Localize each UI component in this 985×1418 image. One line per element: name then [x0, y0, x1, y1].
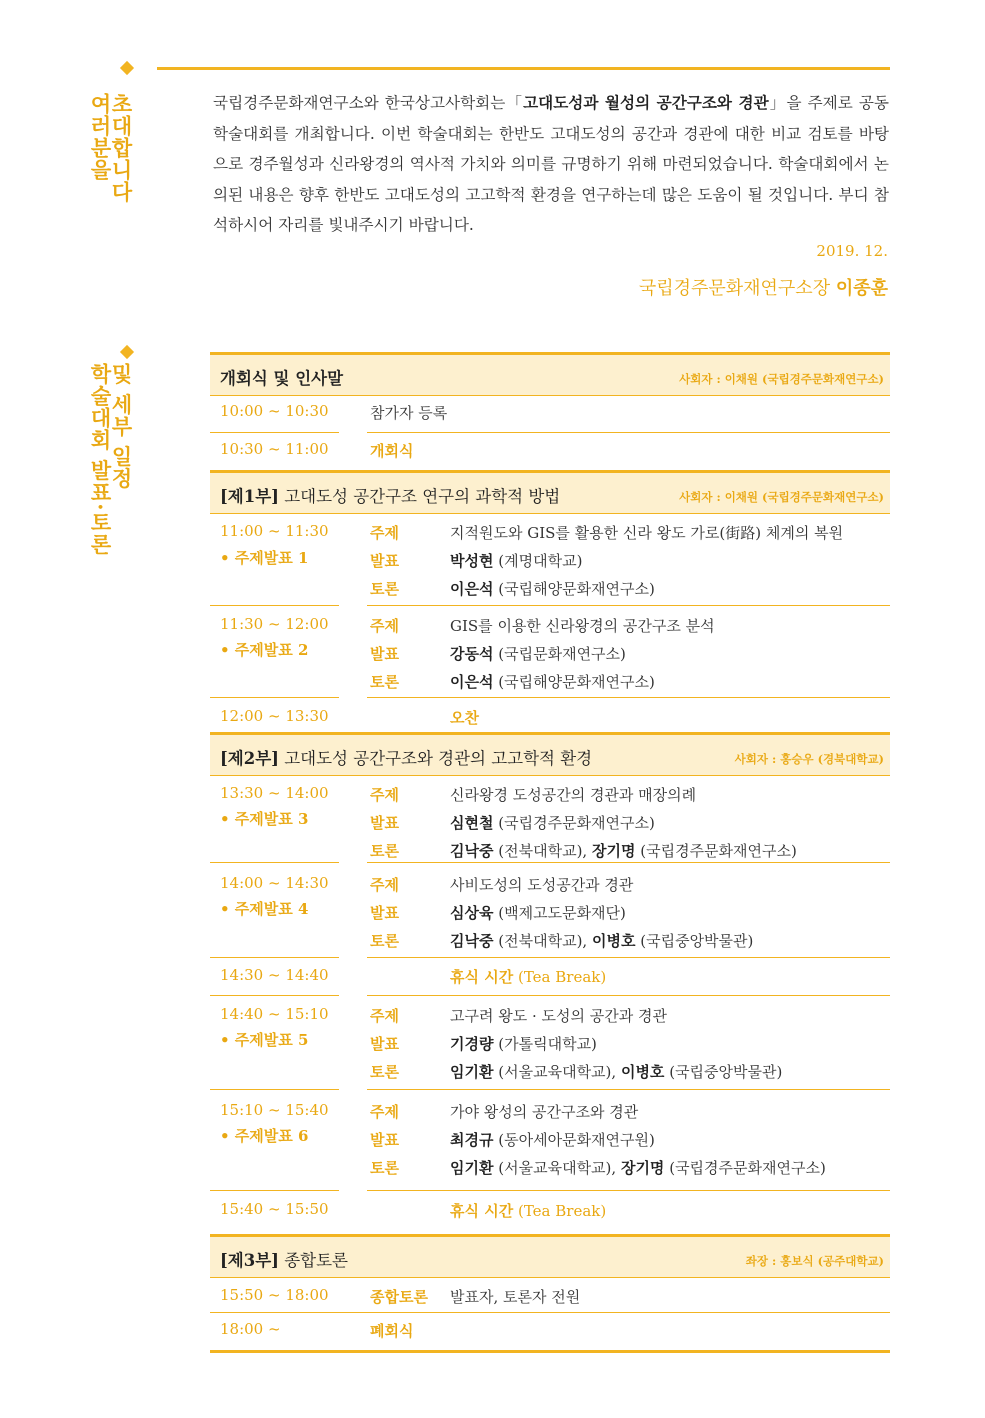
- schedule-title: [84, 363, 132, 556]
- conference-theme: 고대도성과 월성의 공간구조와 경관: [523, 93, 769, 112]
- session-row: [210, 1102, 890, 1214]
- topic-number: • 주제발표 3: [220, 810, 309, 828]
- presenter: [450, 1033, 597, 1054]
- part1-label: [제1부]: [220, 487, 279, 506]
- break: [450, 966, 606, 987]
- presenter-name: 강동석: [450, 645, 494, 663]
- discussant-label: 토론: [370, 1159, 399, 1177]
- subject-label: 주제: [370, 786, 399, 804]
- divider: [210, 1089, 339, 1090]
- subject-label: 주제: [370, 617, 399, 635]
- subject: 사비도성의 도성공간과 경관: [450, 876, 634, 894]
- opening-title-text: 개회식 및 인사말: [220, 369, 344, 388]
- time: 12:00 ~ 13:30: [220, 707, 329, 725]
- time: 10:00 ~ 10:30: [220, 402, 329, 420]
- session-row: [210, 607, 890, 699]
- schedule-row: [210, 396, 890, 434]
- time: 15:40 ~ 15:50: [220, 1200, 329, 1218]
- divider: [367, 432, 890, 433]
- divider: [210, 957, 339, 958]
- session-row: [210, 1005, 890, 1102]
- schedule-bottom-rule: [210, 1350, 890, 1353]
- part3-moderator: 좌장 : 홍보식 (공주대학교): [745, 1254, 884, 1268]
- presenter: [450, 643, 626, 664]
- break-en: (Tea Break): [517, 968, 607, 986]
- general-discussion-label: 종합토론: [370, 1288, 428, 1306]
- discussant: [450, 578, 655, 599]
- presenter-affiliation: (가톨릭대학교): [498, 1035, 597, 1053]
- schedule-row: [210, 1278, 890, 1314]
- time: 18:00 ~: [220, 1320, 281, 1338]
- schedule-row: [210, 699, 890, 732]
- session-row: [210, 870, 890, 968]
- time: 14:30 ~ 14:40: [220, 966, 329, 984]
- invitation-title-col1: 초대합니다: [109, 93, 134, 203]
- part1-title-text: 고대도성 공간구조 연구의 과학적 방법: [284, 487, 561, 506]
- discussant: [450, 1157, 826, 1178]
- time: 11:00 ~ 11:30: [220, 522, 329, 540]
- discussant-name: 이은석: [450, 580, 494, 598]
- divider: [210, 1312, 890, 1313]
- part2-title: [220, 745, 592, 769]
- discussant2-name: 장기명: [620, 1159, 665, 1177]
- subject: 고구려 왕도 · 도성의 공간과 경관: [450, 1007, 667, 1025]
- discussant: [450, 1061, 782, 1082]
- discussant-affiliation: (전북대학교),: [498, 932, 588, 950]
- divider: [210, 995, 339, 996]
- schedule-title-col1: 및 세부 일정: [109, 363, 134, 490]
- discussant2-name: 이병호: [591, 932, 636, 950]
- discussant: [450, 930, 753, 951]
- signature-name: 이종훈: [835, 278, 888, 299]
- discussant2-name: 이병호: [620, 1063, 665, 1081]
- break: [450, 1200, 606, 1221]
- discussant-name: 김낙중: [450, 932, 494, 950]
- discussant-affiliation: (전북대학교),: [498, 842, 588, 860]
- presenter-affiliation: (동아세아문화재연구원): [498, 1131, 655, 1149]
- subject: 가야 왕성의 공간구조와 경관: [450, 1103, 639, 1121]
- divider: [367, 957, 890, 958]
- discussant-label: 토론: [370, 1063, 399, 1081]
- divider: [367, 862, 890, 863]
- value: 참가자 등록: [370, 404, 448, 422]
- closing-ceremony: 폐회식: [370, 1322, 414, 1340]
- discussant-name: 임기환: [450, 1063, 494, 1081]
- part2-label: [제2부]: [220, 749, 279, 768]
- discussant: [450, 840, 797, 861]
- discussant-label: 토론: [370, 932, 399, 950]
- opening-header: [210, 355, 890, 396]
- time: 11:30 ~ 12:00: [220, 615, 329, 633]
- topic-number: • 주제발표 1: [220, 549, 309, 567]
- schedule-row: [210, 1314, 890, 1348]
- discussant2-affiliation: (국립경주문화재연구소): [640, 842, 797, 860]
- topic-number: • 주제발표 4: [220, 900, 309, 918]
- paragraph-rest: 」을 주제로 공동학술대회를 개최합니다. 이번 학술대회는 한반도 고대도성의 공간과 경관에 대한 비교 검토를 바탕으로 경주월성과 신라왕경의 역사적 가치와 의미를 규명하기 위해 마련되었습니다. 학술대회에서 논의된 내용은 향후 한반도 고대도성의 고고학적 환경을 연구하는데 많은 도움이 될 것입니다. 부디 참석하시어 자리를 빛내주시기 바랍니다.: [213, 94, 889, 234]
- discussant2-affiliation: (국립중앙박물관): [640, 932, 754, 950]
- lunch: 오찬: [450, 709, 479, 727]
- discussant-affiliation: (서울교육대학교),: [498, 1063, 617, 1081]
- subject-label: 주제: [370, 1103, 399, 1121]
- break-label: 휴식 시간: [450, 1202, 514, 1220]
- presenter-name: 기경량: [450, 1035, 494, 1053]
- discussant2-name: 장기명: [591, 842, 636, 860]
- part2-title-text: 고대도성 공간구조와 경관의 고고학적 환경: [284, 749, 593, 768]
- divider: [367, 697, 890, 698]
- opening-title: [220, 365, 343, 389]
- presenter: [450, 902, 626, 923]
- time: 15:10 ~ 15:40: [220, 1101, 329, 1119]
- topic-number: • 주제발표 2: [220, 641, 309, 659]
- presenter-name: 최경규: [450, 1131, 494, 1149]
- divider: [210, 697, 339, 698]
- topic-number: • 주제발표 6: [220, 1127, 309, 1145]
- divider: [210, 605, 339, 606]
- part1-header: [210, 473, 890, 514]
- presenter: [450, 550, 582, 571]
- break-label: 휴식 시간: [450, 968, 514, 986]
- discussant: [450, 671, 655, 692]
- session-row: [210, 514, 890, 607]
- divider: [367, 1089, 890, 1090]
- signature: [639, 274, 888, 300]
- time: 15:50 ~ 18:00: [220, 1286, 329, 1304]
- presenter: [450, 1129, 655, 1150]
- invitation-top-rule: [157, 67, 890, 70]
- invitation-title-col2: 여러분을: [88, 93, 113, 181]
- presenter-label: 발표: [370, 904, 399, 922]
- presenter-label: 발표: [370, 645, 399, 663]
- subject-label: 주제: [370, 876, 399, 894]
- presenter-label: 발표: [370, 1035, 399, 1053]
- discussant-affiliation: (국립해양문화재연구소): [498, 673, 655, 691]
- signature-title: 국립경주문화재연구소장: [638, 278, 831, 299]
- part3-header: [210, 1237, 890, 1278]
- discussant2-affiliation: (국립중앙박물관): [669, 1063, 783, 1081]
- presenter: [450, 812, 655, 833]
- part2-moderator: 사회자 : 홍승우 (경북대학교): [734, 752, 884, 766]
- presenter-name: 심현철: [450, 814, 494, 832]
- session-row: [210, 776, 890, 870]
- schedule-row: [210, 434, 890, 470]
- break-row: [210, 968, 890, 1005]
- part2-header: [210, 735, 890, 776]
- divider: [367, 605, 890, 606]
- break-en: (Tea Break): [517, 1202, 607, 1220]
- paragraph-start: 국립경주문화재연구소와 한국상고사학회는「: [213, 94, 524, 112]
- subject-label: 주제: [370, 524, 399, 542]
- discussant-affiliation: (서울교육대학교),: [498, 1159, 617, 1177]
- subject-label: 주제: [370, 1007, 399, 1025]
- presenter-name: 심상육: [450, 904, 494, 922]
- section-marker-icon: [120, 61, 134, 75]
- presenter-name: 박성현: [450, 552, 494, 570]
- part3-title: [220, 1247, 348, 1271]
- discussant2-affiliation: (국립경주문화재연구소): [669, 1159, 826, 1177]
- topic-number: • 주제발표 5: [220, 1031, 309, 1049]
- discussant-name: 이은석: [450, 673, 494, 691]
- presenter-label: 발표: [370, 1131, 399, 1149]
- opening-ceremony: 개회식: [370, 442, 414, 460]
- general-discussion: 발표자, 토론자 전원: [450, 1288, 581, 1306]
- part3-label: [제3부]: [220, 1251, 279, 1270]
- presenter-affiliation: (국립경주문화재연구소): [498, 814, 655, 832]
- presenter-affiliation: (백제고도문화재단): [498, 904, 626, 922]
- divider: [367, 995, 890, 996]
- time: 13:30 ~ 14:00: [220, 784, 329, 802]
- discussant-label: 토론: [370, 673, 399, 691]
- section-marker-icon: [120, 345, 134, 359]
- invitation-date: 2019. 12.: [816, 242, 888, 260]
- subject: 지적원도와 GIS를 활용한 신라 왕도 가로(街路) 체계의 복원: [450, 524, 844, 542]
- presenter-label: 발표: [370, 552, 399, 570]
- opening-moderator: 사회자 : 이채원 (국립경주문화재연구소): [679, 372, 884, 386]
- part1-moderator: 사회자 : 이채원 (국립경주문화재연구소): [679, 490, 884, 504]
- subject: 신라왕경 도성공간의 경관과 매장의례: [450, 786, 697, 804]
- presenter-affiliation: (계명대학교): [498, 552, 583, 570]
- discussant-label: 토론: [370, 580, 399, 598]
- break-row: [210, 1200, 890, 1234]
- time: 14:40 ~ 15:10: [220, 1005, 329, 1023]
- schedule-title-col2: 학술대회 발표·토론: [88, 363, 113, 556]
- part1-title: [220, 483, 560, 507]
- time: 14:00 ~ 14:30: [220, 874, 329, 892]
- presenter-affiliation: (국립문화재연구소): [498, 645, 626, 663]
- discussant-affiliation: (국립해양문화재연구소): [498, 580, 655, 598]
- divider: [367, 1190, 890, 1191]
- part3-title-text: 종합토론: [284, 1251, 348, 1270]
- discussant-name: 임기환: [450, 1159, 494, 1177]
- presenter-label: 발표: [370, 814, 399, 832]
- divider: [210, 432, 339, 433]
- divider: [210, 1190, 339, 1191]
- schedule-table: [210, 355, 890, 1348]
- divider: [210, 862, 339, 863]
- time: 10:30 ~ 11:00: [220, 440, 329, 458]
- subject: GIS를 이용한 신라왕경의 공간구조 분석: [450, 617, 715, 635]
- discussant-name: 김낙중: [450, 842, 494, 860]
- discussant-label: 토론: [370, 842, 399, 860]
- invitation-title: [84, 93, 132, 203]
- invitation-paragraph: [213, 88, 889, 241]
